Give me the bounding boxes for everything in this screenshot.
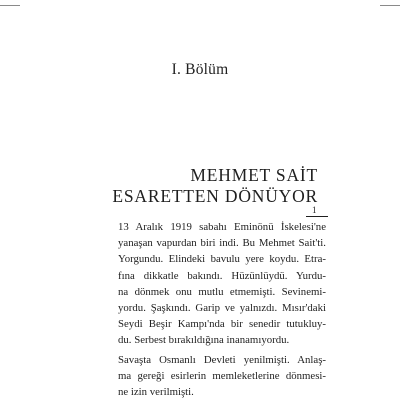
crop-mark-right bbox=[380, 5, 400, 6]
text-line: yordu. Şaşkındı. Garip ve yalnızdı. Mısır'daki bbox=[118, 302, 326, 315]
footnote-rule bbox=[306, 216, 328, 217]
body-text bbox=[118, 219, 326, 400]
text-line: ma gereği esirlerin memleketlerine dönmesi- bbox=[118, 369, 326, 382]
text-line: Seydi Beşir Kampı'nda bir senedir tutukluy- bbox=[118, 318, 326, 331]
text-line: du. Serbest bırakıldığına inanamıyordu. bbox=[118, 334, 290, 347]
text-line: Savaşta Osmanlı Devleti yenilmişti. Anlaş- bbox=[118, 353, 326, 366]
chapter-title-line-1: MEHMET SAİT bbox=[190, 165, 318, 185]
paragraph-1 bbox=[118, 219, 326, 349]
paragraph-2 bbox=[118, 352, 326, 400]
text-line: na dönmek onu mutlu etmemişti. Sevinemi- bbox=[118, 285, 326, 298]
text-line: 13 Aralık 1919 sabahı Eminönü İskelesi'ne bbox=[118, 221, 326, 233]
text-line: ne izin verilmişti. bbox=[118, 386, 194, 399]
footnote-marker[interactable]: 1 bbox=[312, 205, 317, 215]
crop-mark-left bbox=[0, 5, 20, 6]
text-line: fına dikkatle bakındı. Hüzünlüydü. Yurdu- bbox=[118, 269, 326, 282]
chapter-title-line-2: ESARETTEN DÖNÜYOR bbox=[112, 186, 318, 206]
text-line: yanaşan vapurdan biri indi. Bu Mehmet Sait'ti. bbox=[118, 237, 326, 250]
chapter-label: I. Bölüm bbox=[171, 61, 229, 78]
text-line: Yorgundu. Elindeki bavulu yere koydu. Etra- bbox=[118, 253, 326, 266]
